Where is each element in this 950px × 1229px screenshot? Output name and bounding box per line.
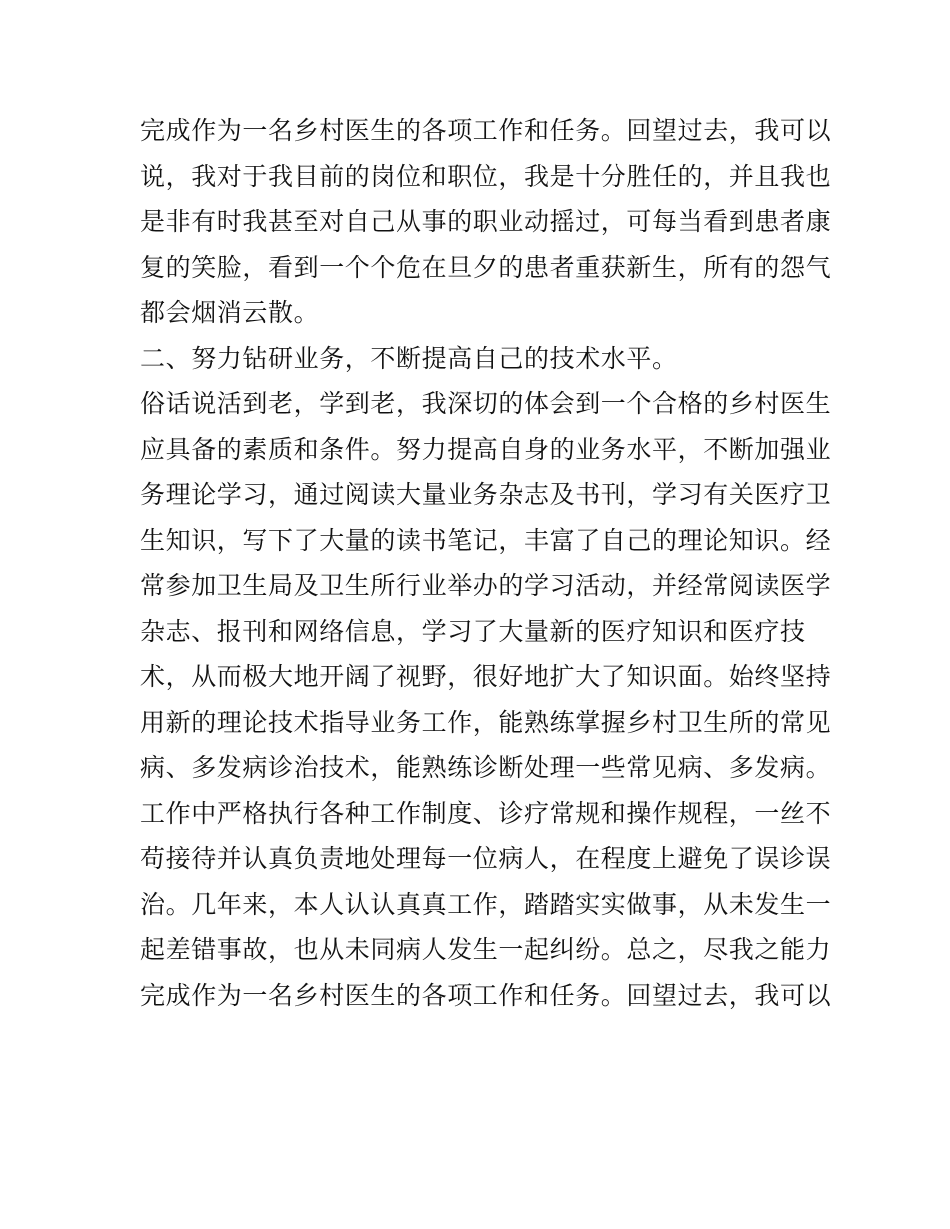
body-text: [140, 108, 832, 1018]
text-line: 治。几年来，本人认认真真工作，踏踏实实做事，从未发生一: [140, 889, 832, 919]
text-line: 完成作为一名乡村医生的各项工作和任务。回望过去，我可以: [140, 980, 832, 1010]
text-line: 常参加卫生局及卫生所行业举办的学习活动，并经常阅读医学: [140, 571, 832, 600]
text-line: 应具备的素质和条件。努力提高自身的业务水平，不断加强业: [140, 434, 832, 464]
text-line: 用新的理论技术指导业务工作，能熟练掌握乡村卫生所的常见: [140, 707, 832, 737]
text-line: 病、多发病诊治技术，能熟练诊断处理一些常见病、多发病。: [140, 753, 832, 782]
section-heading: 二、努力钻研业务，不断提高自己的技术水平。: [140, 343, 678, 373]
text-line: 都会烟消云散。: [140, 298, 320, 327]
text-line: 杂志、报刊和网络信息，学习了大量新的医疗知识和医疗技: [140, 616, 806, 646]
text-line: 务理论学习，通过阅读大量业务杂志及书刊，学习有关医疗卫: [140, 480, 832, 509]
text-line: 说，我对于我目前的岗位和职位，我是十分胜任的，并且我也: [140, 161, 832, 191]
text-line: 苟接待并认真负责地处理每一位病人，在程度上避免了误诊误: [140, 844, 832, 873]
text-line: 是非有时我甚至对自己从事的职业动摇过，可每当看到患者康: [140, 207, 832, 236]
text-line: 生知识，写下了大量的读书笔记，丰富了自己的理论知识。经: [140, 525, 832, 555]
text-line: 术，从而极大地开阔了视野，很好地扩大了知识面。始终坚持: [140, 662, 832, 691]
text-line: 完成作为一名乡村医生的各项工作和任务。回望过去，我可以: [140, 116, 832, 145]
text-line: 起差错事故，也从未同病人发生一起纠纷。总之，尽我之能力: [140, 935, 832, 964]
text-line: 俗话说活到老，学到老，我深切的体会到一个合格的乡村医生: [140, 389, 832, 418]
text-line: 复的笑脸，看到一个个危在旦夕的患者重获新生，所有的怨气: [140, 252, 832, 282]
text-line: 工作中严格执行各种工作制度、诊疗常规和操作规程，一丝不: [140, 798, 832, 828]
